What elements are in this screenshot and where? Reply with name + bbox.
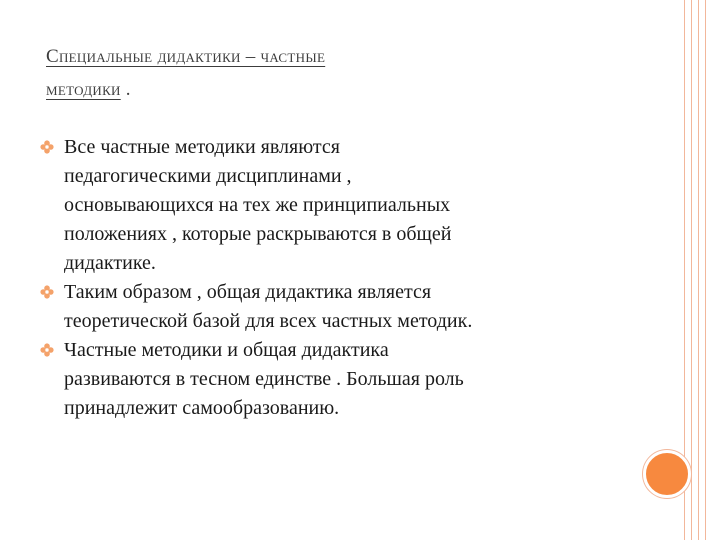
- decorative-border-line: [705, 0, 706, 540]
- title-line-2-wrap: [46, 73, 606, 106]
- list-item-text: Таким образом , общая дидактика является теоретической базой для всех частных методик.: [64, 281, 473, 332]
- flower-bullet-icon: [40, 285, 54, 299]
- list-item-text: Частные методики и общая дидактика развиваются в тесном единстве . Большая роль принадлежит самообразованию.: [64, 339, 464, 419]
- list-item: [40, 336, 640, 423]
- decorative-circle-icon: [643, 450, 691, 498]
- decorative-border-line: [698, 0, 699, 540]
- list-item: [40, 133, 640, 278]
- bullet-list: [40, 133, 640, 423]
- title-line-1: Специальные дидактики – частные: [46, 46, 326, 67]
- title-line-2-suffix: .: [120, 79, 131, 100]
- title-line-2: методики: [46, 79, 121, 100]
- slide-title: [46, 40, 606, 106]
- list-item-text: Все частные методики являются педагогическими дисциплинами , основывающихся на тех же принципиальных положениях , которые раскрываются в общей дидактике.: [64, 136, 452, 274]
- list-item: [40, 278, 640, 336]
- flower-bullet-icon: [40, 140, 54, 154]
- flower-bullet-icon: [40, 343, 54, 357]
- decorative-border-line: [691, 0, 692, 540]
